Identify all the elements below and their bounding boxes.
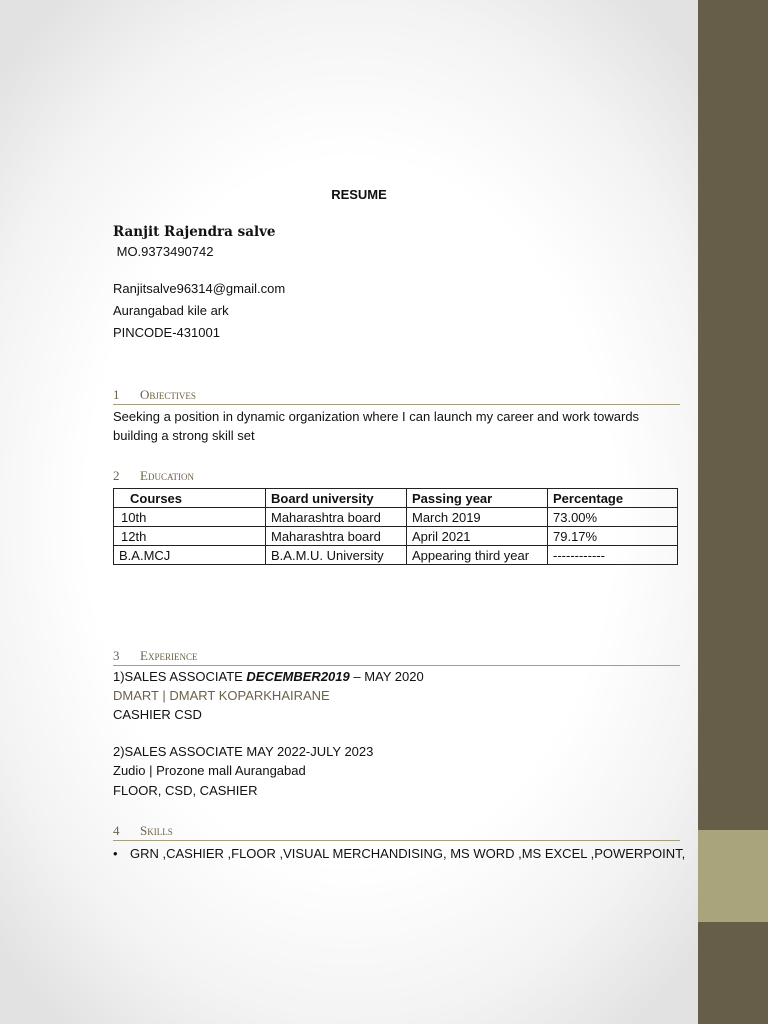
section-number: 4 bbox=[113, 823, 120, 838]
section-title: Education bbox=[140, 468, 194, 483]
job-title-suffix: – MAY 2020 bbox=[349, 669, 424, 684]
table-cell: March 2019 bbox=[407, 508, 548, 527]
table-row bbox=[114, 508, 678, 527]
table-header-row bbox=[114, 489, 678, 508]
skills-heading bbox=[113, 823, 680, 841]
column-header: Courses bbox=[114, 489, 266, 508]
job-title: 2)SALES ASSOCIATE MAY 2022-JULY 2023 bbox=[113, 744, 374, 759]
education-table bbox=[113, 488, 678, 565]
table-cell: Maharashtra board bbox=[266, 527, 407, 546]
job-company: Zudio | Prozone mall Aurangabad bbox=[113, 763, 306, 778]
table-row bbox=[114, 546, 678, 565]
section-title: Objectives bbox=[140, 387, 196, 402]
pincode: PINCODE-431001 bbox=[113, 325, 220, 340]
document-title: RESUME bbox=[331, 187, 387, 202]
table-cell: 79.17% bbox=[548, 527, 678, 546]
job-title-prefix: 1)SALES ASSOCIATE bbox=[113, 669, 247, 684]
job-duties: FLOOR, CSD, CASHIER bbox=[113, 783, 258, 798]
candidate-name: Ranjit Rajendra salve bbox=[113, 224, 276, 240]
postal-address: Aurangabad kile ark bbox=[113, 303, 229, 318]
table-cell: 73.00% bbox=[548, 508, 678, 527]
table-cell: B.A.M.U. University bbox=[266, 546, 407, 565]
table-cell: 12th bbox=[114, 527, 266, 546]
column-header: Passing year bbox=[407, 489, 548, 508]
section-number: 3 bbox=[113, 648, 120, 663]
table-row bbox=[114, 527, 678, 546]
experience-heading bbox=[113, 648, 680, 666]
skills-items: GRN ,CASHIER ,FLOOR ,VISUAL MERCHANDISING, MS WORD ,MS EXCEL ,POWERPOINT, bbox=[130, 846, 686, 861]
objectives-text: Seeking a position in dynamic organization where I can launch my career and work towards building a strong skill set bbox=[113, 409, 640, 443]
column-header: Board university bbox=[266, 489, 407, 508]
table-cell: Appearing third year bbox=[407, 546, 548, 565]
mobile-number: MO.9373490742 bbox=[113, 244, 214, 259]
education-heading bbox=[113, 468, 680, 485]
job-start-date: DECEMBER2019 bbox=[246, 669, 350, 684]
table-cell: 10th bbox=[114, 508, 266, 527]
sidebar-accent-block bbox=[698, 830, 768, 922]
section-title: Experience bbox=[140, 648, 198, 663]
table-cell: April 2021 bbox=[407, 527, 548, 546]
section-number: 2 bbox=[113, 468, 120, 483]
bullet-icon: • bbox=[113, 846, 118, 861]
column-header: Percentage bbox=[548, 489, 678, 508]
job-company: DMART | DMART KOPARKHAIRANE bbox=[113, 688, 330, 703]
skills-list bbox=[113, 846, 685, 861]
table-cell: Maharashtra board bbox=[266, 508, 407, 527]
email-address: Ranjitsalve96314@gmail.com bbox=[113, 281, 286, 296]
job-duties: CASHIER CSD bbox=[113, 707, 202, 722]
section-number: 1 bbox=[113, 387, 120, 402]
section-title: Skills bbox=[140, 823, 173, 838]
job-title bbox=[113, 668, 424, 686]
table-cell: B.A.MCJ bbox=[114, 546, 266, 565]
objectives-heading bbox=[113, 387, 680, 405]
table-cell: ------------ bbox=[548, 546, 678, 565]
